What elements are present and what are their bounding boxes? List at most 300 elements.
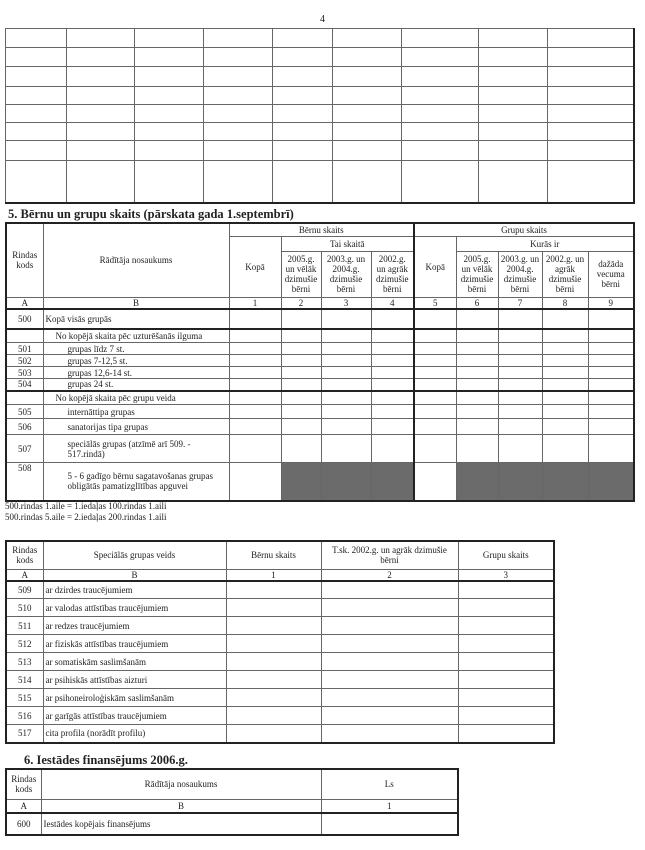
- input-cell[interactable]: [273, 48, 333, 67]
- row-name: sanatorijas tipa grupas: [43, 419, 229, 435]
- input-cell[interactable]: [67, 141, 135, 161]
- input-cell[interactable]: [6, 141, 67, 161]
- input-cell[interactable]: [402, 48, 479, 67]
- input-cell[interactable]: [333, 161, 402, 203]
- input-cell[interactable]: [281, 309, 321, 329]
- input-cell[interactable]: [414, 391, 456, 405]
- input-cell[interactable]: [273, 123, 333, 141]
- table-row: [6, 405, 634, 419]
- input-cell[interactable]: [498, 405, 542, 419]
- row-code: 500: [6, 309, 43, 329]
- input-cell[interactable]: [458, 689, 554, 707]
- input-cell[interactable]: [321, 707, 458, 725]
- input-cell[interactable]: [6, 105, 67, 123]
- row-name: Iestādes kopējais finansējums: [41, 813, 321, 835]
- input-cell[interactable]: [498, 379, 542, 391]
- row-name: ar redzes traucējumiem: [43, 617, 226, 635]
- input-cell[interactable]: [479, 29, 548, 48]
- input-cell[interactable]: [402, 87, 479, 105]
- header-c4: 2002.g. un agrāk dzimušie bērni: [371, 251, 414, 297]
- row-code: 511: [6, 617, 43, 635]
- input-cell[interactable]: [479, 48, 548, 67]
- input-cell[interactable]: [371, 405, 414, 419]
- input-cell[interactable]: [229, 463, 281, 501]
- row-name: 5 - 6 gadīgo bērnu sagatavošanas grupas obligātās pamatizglītības apguvei: [43, 463, 229, 501]
- header-c2: 2005.g. un vēlāk dzimušie bērni: [281, 251, 321, 297]
- input-cell[interactable]: [542, 355, 588, 367]
- input-cell[interactable]: [135, 105, 204, 123]
- column-number: B: [43, 569, 226, 581]
- input-cell[interactable]: [67, 48, 135, 67]
- column-number: 2: [281, 297, 321, 309]
- input-cell[interactable]: [281, 379, 321, 391]
- input-cell[interactable]: [414, 329, 456, 343]
- input-cell[interactable]: [498, 367, 542, 379]
- column-number: B: [41, 799, 321, 813]
- input-cell[interactable]: [229, 355, 281, 367]
- row-code: 517: [6, 725, 43, 743]
- input-cell[interactable]: [371, 435, 414, 463]
- header-kuras-ir: Kurās ir: [456, 236, 634, 251]
- input-cell[interactable]: [321, 419, 371, 435]
- input-cell[interactable]: [281, 391, 321, 405]
- input-cell[interactable]: [479, 141, 548, 161]
- input-cell[interactable]: [321, 379, 371, 391]
- input-cell[interactable]: [226, 635, 321, 653]
- table-row: [6, 379, 634, 391]
- special-groups-table: [5, 540, 555, 744]
- header-c8: 2002.g. un agrāk dzimušie bērni: [542, 251, 588, 297]
- input-cell[interactable]: [321, 367, 371, 379]
- input-cell[interactable]: [321, 405, 371, 419]
- row-name: Kopā visās grupās: [43, 309, 229, 329]
- input-cell[interactable]: [371, 367, 414, 379]
- input-cell[interactable]: [204, 105, 273, 123]
- column-header: Ls: [321, 769, 458, 799]
- table-row: [6, 419, 634, 435]
- input-cell[interactable]: [456, 329, 498, 343]
- input-cell[interactable]: [204, 67, 273, 87]
- input-cell[interactable]: [281, 419, 321, 435]
- column-number: 3: [458, 569, 554, 581]
- input-cell[interactable]: [479, 87, 548, 105]
- input-cell[interactable]: [498, 419, 542, 435]
- input-cell[interactable]: [226, 617, 321, 635]
- input-cell[interactable]: [321, 309, 371, 329]
- input-cell[interactable]: [321, 581, 458, 599]
- header-tai-skaita: Tai skaitā: [281, 236, 414, 251]
- input-cell[interactable]: [458, 635, 554, 653]
- input-cell[interactable]: [498, 391, 542, 405]
- table-row: [6, 689, 554, 707]
- row-name: ar psihoneiroloģiskām saslimšanām: [43, 689, 226, 707]
- input-cell[interactable]: [548, 29, 634, 48]
- table-row: [6, 435, 634, 463]
- input-cell[interactable]: [273, 141, 333, 161]
- row-name: ar fiziskās attīstības traucējumiem: [43, 635, 226, 653]
- input-cell[interactable]: [6, 123, 67, 141]
- table-row: [6, 671, 554, 689]
- input-cell[interactable]: [402, 161, 479, 203]
- row-code: [6, 329, 43, 343]
- row-code: 600: [6, 813, 41, 835]
- input-cell[interactable]: [321, 343, 371, 355]
- input-cell[interactable]: [226, 707, 321, 725]
- table-row: [6, 463, 634, 501]
- input-cell[interactable]: [67, 161, 135, 203]
- input-cell[interactable]: [281, 405, 321, 419]
- column-number: 5: [414, 297, 456, 309]
- input-cell[interactable]: [548, 161, 634, 203]
- input-cell[interactable]: [479, 123, 548, 141]
- input-cell[interactable]: [456, 309, 498, 329]
- column-number: 6: [456, 297, 498, 309]
- header-c9: dažāda vecuma bērni: [588, 251, 634, 297]
- input-cell[interactable]: [548, 87, 634, 105]
- table-row: [6, 653, 554, 671]
- input-cell[interactable]: [588, 391, 634, 405]
- section6-title: 6. Iestādes finansējums 2006.g.: [24, 753, 188, 767]
- input-cell[interactable]: [229, 435, 281, 463]
- input-cell[interactable]: [281, 355, 321, 367]
- input-cell[interactable]: [226, 671, 321, 689]
- row-name: ar valodas attīstības traucējumiem: [43, 599, 226, 617]
- table-row: [6, 391, 634, 405]
- input-cell[interactable]: [414, 463, 456, 501]
- input-cell[interactable]: [226, 653, 321, 671]
- input-cell[interactable]: [229, 343, 281, 355]
- input-cell[interactable]: [229, 405, 281, 419]
- input-cell[interactable]: [498, 329, 542, 343]
- input-cell[interactable]: [281, 367, 321, 379]
- input-cell[interactable]: [371, 329, 414, 343]
- input-cell[interactable]: [226, 581, 321, 599]
- header-name: Rādītāja nosaukums: [43, 223, 229, 297]
- header-bernu-skaits: Bērnu skaits: [229, 223, 414, 236]
- input-cell[interactable]: [479, 161, 548, 203]
- input-cell[interactable]: [458, 707, 554, 725]
- table-row: [6, 329, 634, 343]
- input-cell[interactable]: [135, 141, 204, 161]
- row-code: 509: [6, 581, 43, 599]
- header-c6: 2005.g. un vēlāk dzimušie bērni: [456, 251, 498, 297]
- table-row: [6, 161, 634, 203]
- note-1: 500.rindas 1.aile = 1.iedaļas 100.rindas 1.aili: [5, 501, 167, 511]
- top-continuation-table: [5, 28, 635, 204]
- table-row: [6, 105, 634, 123]
- input-cell[interactable]: [333, 67, 402, 87]
- input-cell[interactable]: [281, 435, 321, 463]
- table-row: [6, 141, 634, 161]
- input-cell[interactable]: [371, 309, 414, 329]
- input-cell[interactable]: [229, 419, 281, 435]
- section5-table: [5, 222, 635, 502]
- input-cell[interactable]: [281, 343, 321, 355]
- input-cell[interactable]: [414, 343, 456, 355]
- row-name: ar garīgās attīstības traucējumiem: [43, 707, 226, 725]
- disabled-cell: [456, 463, 498, 501]
- input-cell[interactable]: [321, 813, 458, 835]
- row-name: grupas 24 st.: [43, 379, 229, 391]
- input-cell[interactable]: [588, 405, 634, 419]
- input-cell[interactable]: [548, 105, 634, 123]
- input-cell[interactable]: [479, 105, 548, 123]
- page-number: 4: [320, 14, 325, 25]
- row-code: 506: [6, 419, 43, 435]
- row-code: 515: [6, 689, 43, 707]
- input-cell[interactable]: [548, 141, 634, 161]
- input-cell[interactable]: [321, 329, 371, 343]
- disabled-cell: [498, 463, 542, 501]
- column-header: Bērnu skaits: [226, 541, 321, 569]
- input-cell[interactable]: [402, 29, 479, 48]
- input-cell[interactable]: [229, 367, 281, 379]
- row-code: 514: [6, 671, 43, 689]
- input-cell[interactable]: [321, 355, 371, 367]
- input-cell[interactable]: [333, 141, 402, 161]
- input-cell[interactable]: [273, 105, 333, 123]
- column-number: 1: [229, 297, 281, 309]
- input-cell[interactable]: [333, 123, 402, 141]
- input-cell[interactable]: [273, 87, 333, 105]
- input-cell[interactable]: [135, 161, 204, 203]
- input-cell[interactable]: [67, 29, 135, 48]
- input-cell[interactable]: [226, 599, 321, 617]
- table-row: [6, 67, 634, 87]
- input-cell[interactable]: [371, 355, 414, 367]
- input-cell[interactable]: [229, 309, 281, 329]
- input-cell[interactable]: [135, 87, 204, 105]
- input-cell[interactable]: [321, 725, 458, 743]
- input-cell[interactable]: [229, 379, 281, 391]
- input-cell[interactable]: [67, 105, 135, 123]
- row-code: 503: [6, 367, 43, 379]
- input-cell[interactable]: [229, 329, 281, 343]
- table-row: [6, 355, 634, 367]
- input-cell[interactable]: [135, 48, 204, 67]
- input-cell[interactable]: [414, 419, 456, 435]
- input-cell[interactable]: [204, 48, 273, 67]
- row-code: 505: [6, 405, 43, 419]
- input-cell[interactable]: [6, 29, 67, 48]
- table-row: [6, 635, 554, 653]
- input-cell[interactable]: [333, 105, 402, 123]
- column-number: A: [6, 799, 41, 813]
- input-cell[interactable]: [204, 141, 273, 161]
- input-cell[interactable]: [414, 309, 456, 329]
- header-grupu-skaits: Grupu skaits: [414, 223, 634, 236]
- input-cell[interactable]: [542, 405, 588, 419]
- column-number: A: [6, 297, 43, 309]
- input-cell[interactable]: [458, 653, 554, 671]
- input-cell[interactable]: [498, 355, 542, 367]
- column-number: 7: [498, 297, 542, 309]
- input-cell[interactable]: [333, 48, 402, 67]
- input-cell[interactable]: [458, 725, 554, 743]
- input-cell[interactable]: [204, 123, 273, 141]
- input-cell[interactable]: [229, 391, 281, 405]
- input-cell[interactable]: [321, 635, 458, 653]
- row-code: 502: [6, 355, 43, 367]
- table-row: [6, 367, 634, 379]
- input-cell[interactable]: [371, 419, 414, 435]
- row-name: ar psihiskās attīstības aizturi: [43, 671, 226, 689]
- input-cell[interactable]: [321, 689, 458, 707]
- input-cell[interactable]: [458, 581, 554, 599]
- input-cell[interactable]: [204, 161, 273, 203]
- input-cell[interactable]: [458, 671, 554, 689]
- input-cell[interactable]: [321, 653, 458, 671]
- input-cell[interactable]: [273, 29, 333, 48]
- input-cell[interactable]: [204, 29, 273, 48]
- input-cell[interactable]: [498, 309, 542, 329]
- input-cell[interactable]: [273, 67, 333, 87]
- input-cell[interactable]: [226, 689, 321, 707]
- input-cell[interactable]: [67, 87, 135, 105]
- input-cell[interactable]: [321, 671, 458, 689]
- row-name: grupas 7-12,5 st.: [43, 355, 229, 367]
- input-cell[interactable]: [273, 161, 333, 203]
- table-row: [6, 29, 634, 48]
- input-cell[interactable]: [414, 435, 456, 463]
- column-number: 1: [226, 569, 321, 581]
- input-cell[interactable]: [548, 48, 634, 67]
- row-name: internāttipa grupas: [43, 405, 229, 419]
- input-cell[interactable]: [402, 105, 479, 123]
- input-cell[interactable]: [479, 67, 548, 87]
- column-number: B: [43, 297, 229, 309]
- input-cell[interactable]: [371, 379, 414, 391]
- row-code: 516: [6, 707, 43, 725]
- row-name: No kopējā skaita pēc uzturēšanās ilguma: [43, 329, 229, 343]
- input-cell[interactable]: [542, 435, 588, 463]
- row-code: 508: [6, 463, 43, 501]
- row-code: 513: [6, 653, 43, 671]
- disabled-cell: [371, 463, 414, 501]
- input-cell[interactable]: [371, 343, 414, 355]
- input-cell[interactable]: [67, 123, 135, 141]
- input-cell[interactable]: [588, 379, 634, 391]
- table-row: [6, 343, 634, 355]
- input-cell[interactable]: [204, 87, 273, 105]
- column-header: Speciālās grupas veids: [43, 541, 226, 569]
- input-cell[interactable]: [542, 391, 588, 405]
- row-name: grupas 12,6-14 st.: [43, 367, 229, 379]
- input-cell[interactable]: [456, 405, 498, 419]
- input-cell[interactable]: [542, 343, 588, 355]
- input-cell[interactable]: [135, 67, 204, 87]
- input-cell[interactable]: [588, 355, 634, 367]
- input-cell[interactable]: [498, 343, 542, 355]
- input-cell[interactable]: [414, 405, 456, 419]
- input-cell[interactable]: [456, 367, 498, 379]
- input-cell[interactable]: [588, 435, 634, 463]
- input-cell[interactable]: [6, 87, 67, 105]
- row-code: 512: [6, 635, 43, 653]
- input-cell[interactable]: [456, 391, 498, 405]
- input-cell[interactable]: [588, 343, 634, 355]
- header-kopa: Kopā: [229, 236, 281, 297]
- input-cell[interactable]: [542, 309, 588, 329]
- input-cell[interactable]: [402, 141, 479, 161]
- input-cell[interactable]: [588, 329, 634, 343]
- disabled-cell: [281, 463, 321, 501]
- column-header: T.sk. 2002.g. un agrāk dzimušie bērni: [321, 541, 458, 569]
- input-cell[interactable]: [414, 367, 456, 379]
- column-number: 2: [321, 569, 458, 581]
- column-header: Rādītāja nosaukums: [41, 769, 321, 799]
- row-code: [6, 391, 43, 405]
- row-name: grupas līdz 7 st.: [43, 343, 229, 355]
- input-cell[interactable]: [321, 391, 371, 405]
- input-cell[interactable]: [321, 435, 371, 463]
- input-cell[interactable]: [321, 617, 458, 635]
- table-row: [6, 725, 554, 743]
- input-cell[interactable]: [321, 599, 458, 617]
- table-row: [6, 87, 634, 105]
- input-cell[interactable]: [548, 67, 634, 87]
- disabled-cell: [542, 463, 588, 501]
- row-name: ar dzirdes traucējumiem: [43, 581, 226, 599]
- input-cell[interactable]: [456, 379, 498, 391]
- row-name: speciālās grupas (atzīmē arī 509. - 517.rindā): [43, 435, 229, 463]
- section5-title: 5. Bērnu un grupu skaits (pārskata gada 1.septembrī): [8, 207, 294, 221]
- input-cell[interactable]: [402, 67, 479, 87]
- input-cell[interactable]: [542, 419, 588, 435]
- input-cell[interactable]: [67, 67, 135, 87]
- input-cell[interactable]: [371, 391, 414, 405]
- row-code: 504: [6, 379, 43, 391]
- input-cell[interactable]: [548, 123, 634, 141]
- input-cell[interactable]: [333, 29, 402, 48]
- column-number: 4: [371, 297, 414, 309]
- table-row: [6, 617, 554, 635]
- table-row: [6, 123, 634, 141]
- input-cell[interactable]: [6, 48, 67, 67]
- input-cell[interactable]: [588, 309, 634, 329]
- input-cell[interactable]: [456, 343, 498, 355]
- disabled-cell: [588, 463, 634, 501]
- input-cell[interactable]: [6, 161, 67, 203]
- input-cell[interactable]: [333, 87, 402, 105]
- input-cell[interactable]: [498, 435, 542, 463]
- row-code: 501: [6, 343, 43, 355]
- row-code: 507: [6, 435, 43, 463]
- header-kods: Rindas kods: [6, 223, 43, 297]
- column-header: Rindas kods: [6, 769, 41, 799]
- input-cell[interactable]: [402, 123, 479, 141]
- row-name: ar somatiskām saslimšanām: [43, 653, 226, 671]
- header-c3: 2003.g. un 2004.g. dzimušie bērni: [321, 251, 371, 297]
- input-cell[interactable]: [281, 329, 321, 343]
- input-cell[interactable]: [542, 329, 588, 343]
- input-cell[interactable]: [414, 355, 456, 367]
- input-cell[interactable]: [135, 29, 204, 48]
- input-cell[interactable]: [226, 725, 321, 743]
- input-cell[interactable]: [542, 367, 588, 379]
- input-cell[interactable]: [414, 379, 456, 391]
- input-cell[interactable]: [588, 419, 634, 435]
- input-cell[interactable]: [456, 419, 498, 435]
- input-cell[interactable]: [458, 617, 554, 635]
- input-cell[interactable]: [458, 599, 554, 617]
- input-cell[interactable]: [456, 355, 498, 367]
- input-cell[interactable]: [588, 367, 634, 379]
- input-cell[interactable]: [542, 379, 588, 391]
- input-cell[interactable]: [6, 67, 67, 87]
- input-cell[interactable]: [456, 435, 498, 463]
- input-cell[interactable]: [135, 123, 204, 141]
